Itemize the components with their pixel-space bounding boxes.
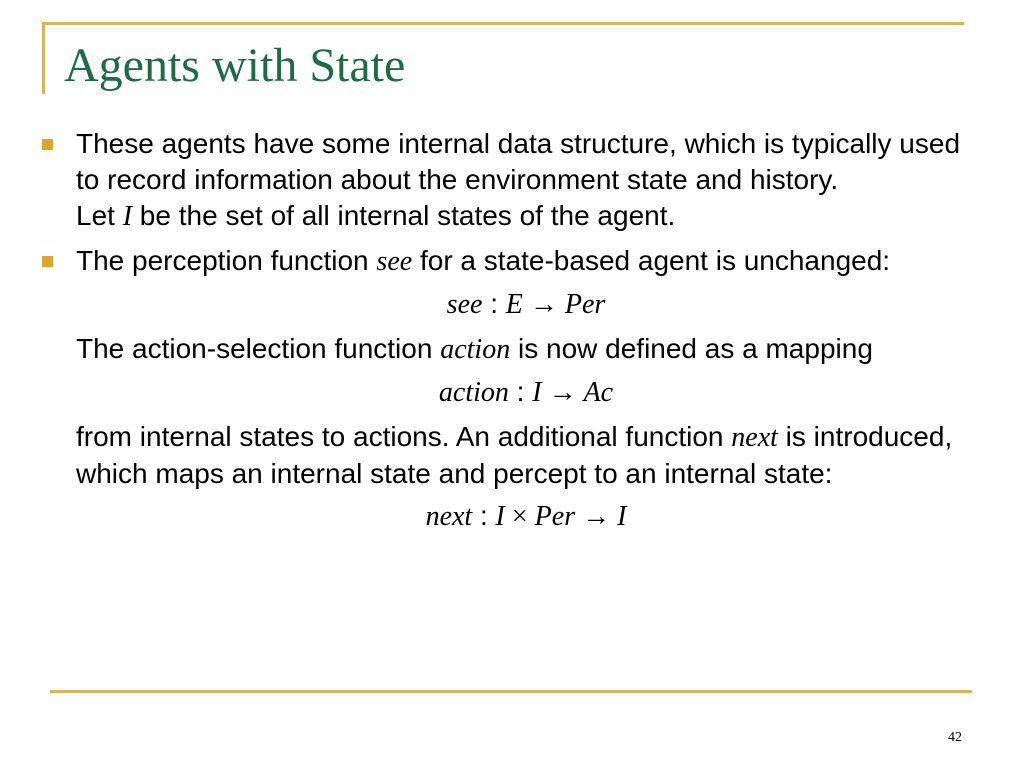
formula-separator: :	[482, 288, 506, 319]
formula-codomain: I	[617, 501, 627, 532]
bullet-text-a: The perception function	[76, 245, 377, 276]
bullet-item-perception	[36, 243, 976, 280]
para-text-b: is now defined as a mapping	[510, 333, 873, 364]
formula-factor-b: Per	[534, 501, 576, 532]
formula-name: next	[425, 501, 473, 532]
arrow-icon: →	[522, 289, 565, 320]
para-text-a: The action-selection function	[76, 333, 441, 364]
formula-codomain: Per	[564, 289, 606, 320]
arrow-icon: →	[541, 377, 584, 408]
function-see: see	[376, 246, 413, 277]
function-action: action	[440, 334, 511, 365]
variable-i: I	[122, 201, 133, 232]
formula-name: see	[446, 289, 483, 320]
para-text-b: is introduced, which maps an internal state and percept to an internal state:	[76, 421, 953, 489]
formula-domain: I	[532, 377, 542, 408]
bullet-square-icon	[42, 139, 53, 150]
footer-divider	[50, 690, 972, 693]
formula-domain: E	[505, 289, 523, 320]
times-icon: ×	[504, 501, 535, 532]
formula-see	[36, 286, 976, 323]
bullet-item-internal-states	[36, 126, 976, 235]
formula-codomain: Ac	[583, 377, 614, 408]
formula-name: action	[438, 377, 509, 408]
slide-frame-top	[42, 22, 964, 25]
formula-next	[36, 498, 976, 535]
bullet-square-icon	[42, 256, 53, 267]
arrow-icon: →	[575, 501, 618, 532]
let-prefix: Let	[76, 200, 123, 231]
slide-title: Agents with State	[64, 39, 406, 92]
formula-separator: :	[472, 500, 496, 531]
formula-action	[36, 374, 976, 411]
formula-factor-a: I	[495, 501, 505, 532]
paragraph-action-selection	[36, 331, 976, 368]
bullet-text-b: for a state-based agent is unchanged:	[412, 245, 891, 276]
formula-separator: :	[508, 376, 533, 407]
bullet-text: These agents have some internal data structure, which is typically used to record information about the environment state and history.	[76, 128, 961, 195]
paragraph-next-function	[36, 419, 976, 492]
let-suffix: be the set of all internal states of the agent.	[132, 200, 676, 231]
para-text-a: from internal states to actions. An additional function	[76, 421, 732, 452]
slide-frame-left	[42, 22, 45, 94]
function-next: next	[731, 422, 778, 453]
page-number: 42	[948, 730, 962, 745]
slide-content	[36, 126, 976, 543]
